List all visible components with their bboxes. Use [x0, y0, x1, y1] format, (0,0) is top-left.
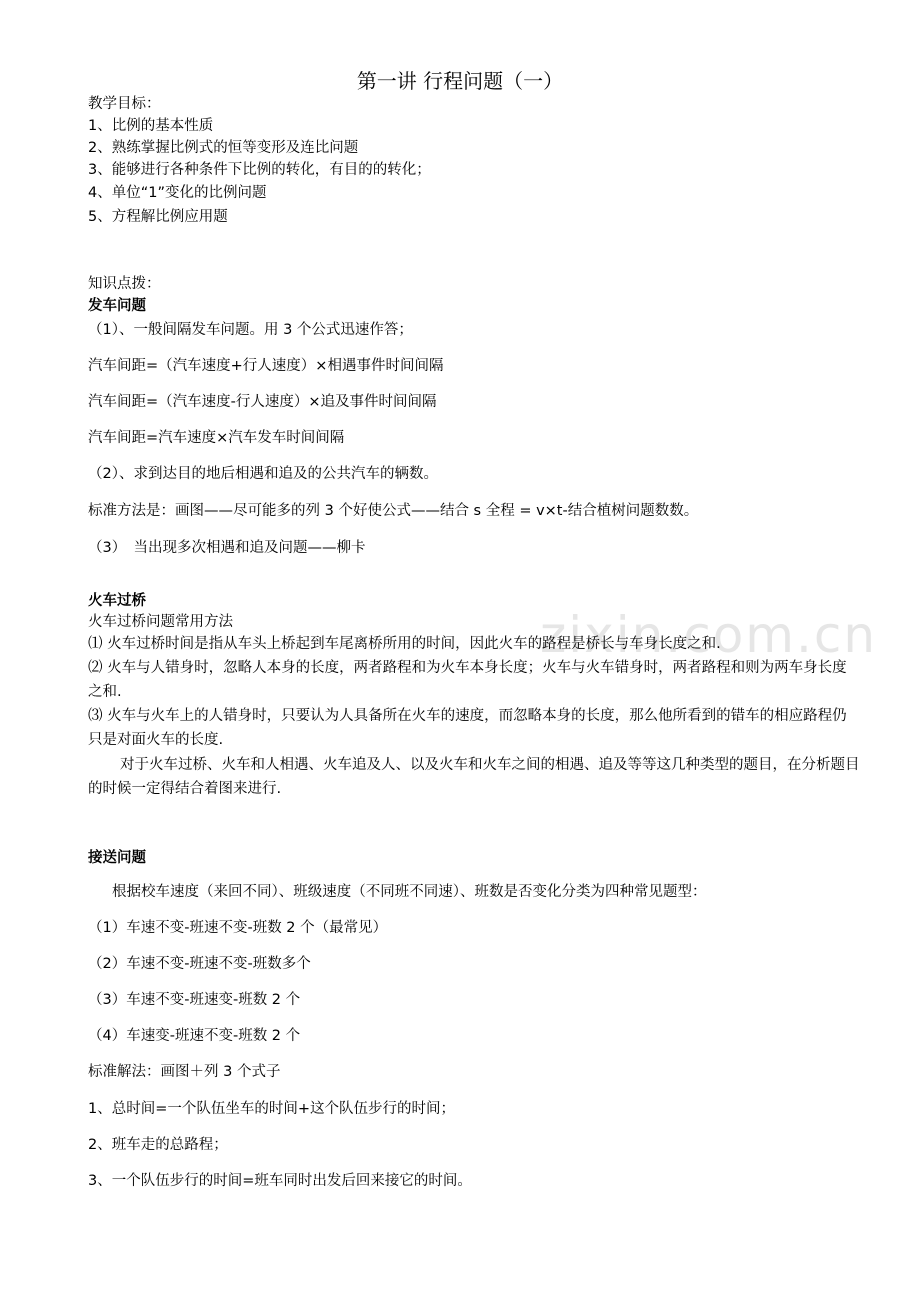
- goal-item: 1、比例的基本性质: [88, 118, 214, 134]
- watermark: zixin.com.cn: [540, 606, 878, 664]
- bus-method: 标准方法是：画图——尽可能多的列 3 个好使公式——结合 s 全程 = v×t-结合植树问题数数。: [88, 503, 699, 519]
- bus-formula-1: 汽车间距=（汽车速度+行人速度）×相遇事件时间间隔: [88, 358, 444, 374]
- shuttle-step: 3、一个队伍步行的时间=班车同时出发后回来接它的时间。: [88, 1173, 472, 1189]
- train-item-1: ⑴ 火车过桥时间是指从车头上桥起到车尾离桥所用的时间，因此火车的路程是桥长与车身长度之和.: [88, 636, 721, 652]
- shuttle-type: （2）车速不变-班速不变-班数多个: [88, 956, 311, 972]
- train-subheading: 火车过桥问题常用方法: [88, 614, 233, 630]
- section-heading-train: 火车过桥: [88, 593, 146, 609]
- bus-point-1: （1）、一般间隔发车问题。用 3 个公式迅速作答；: [88, 322, 413, 338]
- bus-formula-2: 汽车间距=（汽车速度-行人速度）×追及事件时间间隔: [88, 394, 437, 410]
- shuttle-method: 标准解法：画图＋列 3 个式子: [88, 1064, 281, 1080]
- train-item-3: ⑶ 火车与火车上的人错身时，只要认为人具备所在火车的速度，而忽略本身的长度，那么他所看到的错车的相应路程仍只是对面火车的长度.: [88, 708, 847, 748]
- bus-formula-3: 汽车间距=汽车速度×汽车发车时间间隔: [88, 430, 345, 446]
- bus-point-3: （3） 当出现多次相遇和追及问题——柳卡: [88, 540, 366, 556]
- knowledge-label: 知识点拨：: [88, 276, 161, 292]
- goals-label: 教学目标：: [88, 96, 161, 112]
- goal-item: 2、熟练掌握比例式的恒等变形及连比问题: [88, 140, 359, 156]
- bus-point-2: （2）、求到达目的地后相遇和追及的公共汽车的辆数。: [88, 466, 438, 482]
- shuttle-step: 1、总时间=一个队伍坐车的时间+这个队伍步行的时间；: [88, 1101, 456, 1117]
- shuttle-type: （3）车速不变-班速变-班数 2 个: [88, 992, 301, 1008]
- goal-item: 3、能够进行各种条件下比例的转化，有目的的转化；: [88, 162, 431, 178]
- shuttle-step: 2、班车走的总路程；: [88, 1137, 228, 1153]
- shuttle-type: （4）车速变-班速不变-班数 2 个: [88, 1028, 301, 1044]
- shuttle-type: （1）车速不变-班速不变-班数 2 个（最常见）: [88, 920, 388, 936]
- train-note: 对于火车过桥、火车和人相遇、火车追及人、以及火车和火车之间的相遇、追及等等这几种类型的题目，在分析题目的时候一定得结合着图来进行.: [88, 757, 860, 797]
- section-heading-shuttle: 接送问题: [88, 850, 146, 866]
- goal-item: 4、单位“1”变化的比例问题: [88, 185, 267, 201]
- shuttle-intro: 根据校车速度（来回不同）、班级速度（不同班不同速）、班数是否变化分类为四种常见题型：: [112, 884, 707, 900]
- train-item-2: ⑵ 火车与人错身时，忽略人本身的长度，两者路程和为火车本身长度；火车与火车错身时，两者路程和则为两车身长度之和.: [88, 660, 847, 700]
- section-heading-bus: 发车问题: [88, 298, 146, 314]
- goal-item: 5、方程解比例应用题: [88, 209, 228, 225]
- page-title: 第一讲 行程问题（一）: [356, 69, 564, 93]
